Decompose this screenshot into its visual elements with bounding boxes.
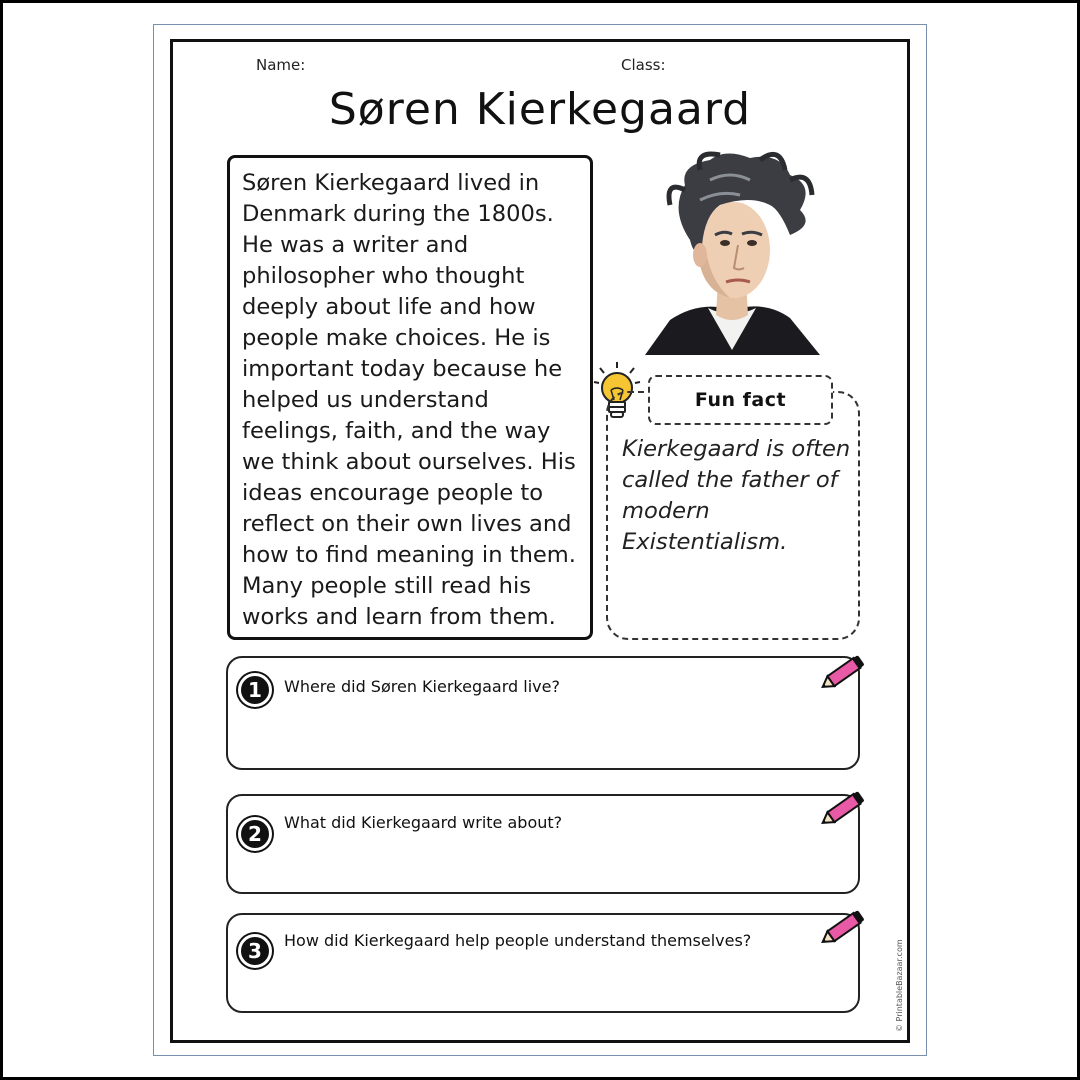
question-3-answer-box[interactable]: [226, 913, 860, 1013]
question-1-answer-box[interactable]: [226, 656, 860, 770]
passage-line: Søren Kierkegaard lived in: [242, 170, 540, 196]
passage-line: works and learn from them.: [242, 604, 556, 630]
passage-line: important today because he: [242, 356, 563, 382]
reading-passage: [227, 155, 593, 640]
question-text: How did Kierkegaard help people understand themselves?: [284, 931, 752, 950]
passage-line: Many people still read his: [242, 573, 532, 599]
fun-fact-line: Existentialism.: [622, 529, 788, 555]
pencil-icon: [818, 650, 870, 694]
passage-text: [242, 168, 582, 633]
fun-fact-line: modern: [622, 498, 710, 524]
fun-fact-line: Kierkegaard is often: [622, 436, 851, 462]
class-label: Class:: [621, 56, 666, 74]
question-text: What did Kierkegaard write about?: [284, 813, 563, 832]
fun-fact-text: [622, 434, 857, 558]
passage-line: philosopher who thought: [242, 263, 525, 289]
portrait-illustration: [640, 150, 825, 355]
copyright-text: © PrintableBazaar.com: [895, 939, 904, 1032]
passage-line: how to find meaning in them.: [242, 542, 576, 568]
pencil-icon: [818, 905, 870, 949]
question-2-answer-box[interactable]: [226, 794, 860, 894]
question-number-badge: 3: [238, 934, 272, 968]
question-text: Where did Søren Kierkegaard live?: [284, 677, 560, 696]
passage-line: we think about ourselves. His: [242, 449, 576, 475]
name-label: Name:: [256, 56, 306, 74]
question-number-badge: 1: [238, 673, 272, 707]
question-number-badge: 2: [238, 817, 272, 851]
passage-line: helped us understand: [242, 387, 489, 413]
pencil-icon: [818, 786, 870, 830]
passage-line: feelings, faith, and the way: [242, 418, 551, 444]
passage-line: He was a writer and: [242, 232, 469, 258]
passage-line: ideas encourage people to: [242, 480, 544, 506]
passage-line: deeply about life and how: [242, 294, 536, 320]
passage-line: reflect on their own lives and: [242, 511, 572, 537]
passage-line: people make choices. He is: [242, 325, 551, 351]
passage-line: Denmark during the 1800s.: [242, 201, 554, 227]
fun-fact-line: called the father of: [622, 467, 838, 493]
fun-fact-heading: Fun fact: [648, 375, 833, 425]
page-title: Søren Kierkegaard: [328, 84, 752, 135]
